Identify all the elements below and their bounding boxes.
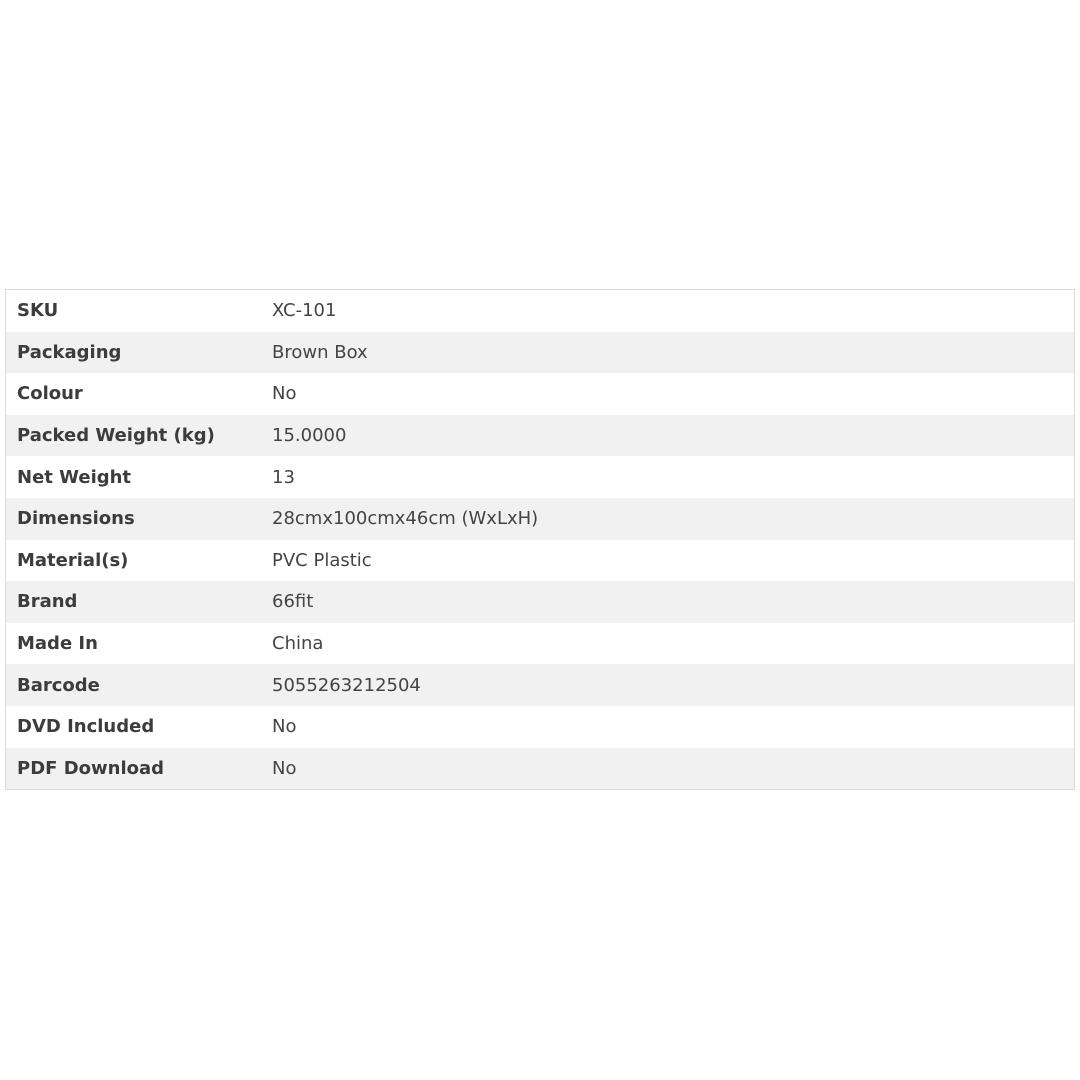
spec-row-pdf-download <box>6 748 1074 790</box>
spec-value: 5055263212504 <box>272 674 421 696</box>
spec-value: No <box>272 716 297 738</box>
spec-row-dimensions <box>6 498 1074 540</box>
spec-label: Packed Weight (kg) <box>17 425 215 447</box>
spec-value: 13 <box>272 466 295 488</box>
spec-value: 15.0000 <box>272 425 347 447</box>
spec-label: Brand <box>17 591 78 613</box>
spec-value: No <box>272 757 297 779</box>
spec-value: PVC Plastic <box>272 549 372 571</box>
spec-row-barcode <box>6 664 1074 706</box>
spec-value: 28cmx100cmx46cm (WxLxH) <box>272 508 539 530</box>
spec-row-net-weight <box>6 456 1074 498</box>
spec-label: Barcode <box>17 674 100 696</box>
spec-row-brand <box>6 581 1074 623</box>
spec-label: Dimensions <box>17 508 135 530</box>
spec-label: SKU <box>17 300 59 322</box>
spec-row-packed-weight <box>6 415 1074 457</box>
spec-value: XC-101 <box>272 300 337 322</box>
spec-label: PDF Download <box>17 757 165 779</box>
spec-row-packaging <box>6 332 1074 374</box>
spec-label: Packaging <box>17 341 122 363</box>
spec-value: Brown Box <box>272 341 368 363</box>
specifications-table <box>5 289 1075 790</box>
spec-row-dvd-included <box>6 706 1074 748</box>
spec-row-made-in <box>6 623 1074 665</box>
spec-label: DVD Included <box>17 716 155 738</box>
spec-label: Colour <box>17 383 83 405</box>
spec-value: 66fit <box>272 591 314 613</box>
spec-label: Net Weight <box>17 466 132 488</box>
spec-label: Material(s) <box>17 549 129 571</box>
spec-value: China <box>272 633 324 655</box>
spec-label: Made In <box>17 633 98 655</box>
spec-row-colour <box>6 373 1074 415</box>
spec-row-sku <box>6 290 1074 332</box>
spec-row-materials <box>6 540 1074 582</box>
spec-value: No <box>272 383 297 405</box>
